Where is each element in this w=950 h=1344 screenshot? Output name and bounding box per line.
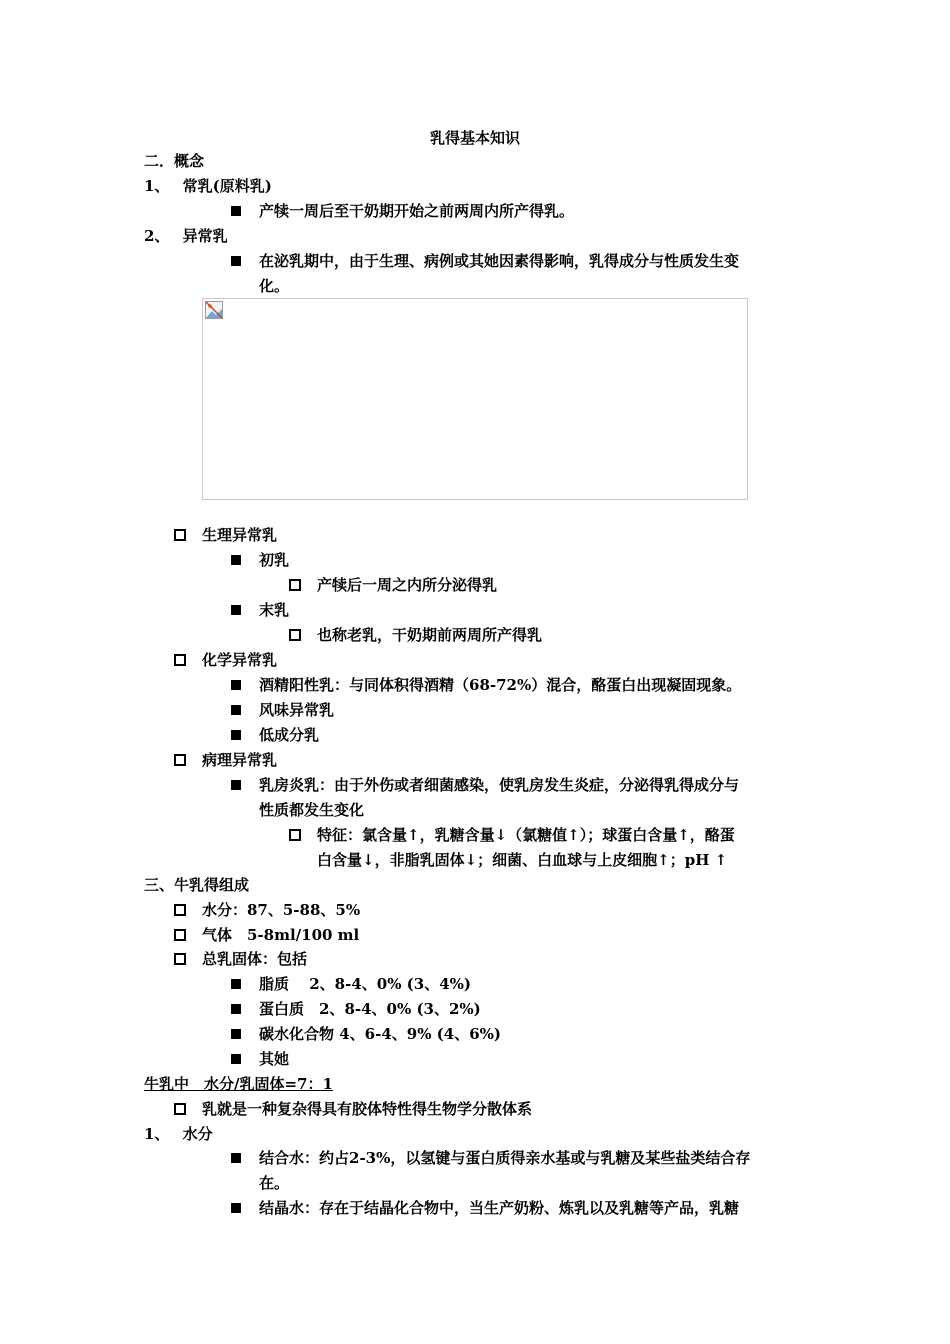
list-item-text: 脂质 2、8-4、0% (3、4%) <box>259 975 471 993</box>
list-item-text: 酒精阳性乳：与同体积得酒精（68-72%）混合，酪蛋白出现凝固现象。 <box>259 676 742 694</box>
image-placeholder <box>202 298 748 500</box>
item-normal-milk <box>144 174 272 198</box>
list-item-text: 生理异常乳 <box>202 526 278 544</box>
hollow-square-bullet-icon <box>174 754 186 766</box>
filled-square-bullet-icon <box>231 1004 241 1014</box>
broken-image-icon <box>205 301 223 319</box>
list-item <box>289 823 735 847</box>
ratio-note: 牛乳中 水分/乳固体=7：1 <box>144 1075 333 1093</box>
filled-square-bullet-icon <box>231 605 241 615</box>
list-item-text: 产犊后一周之内所分泌得乳 <box>317 576 498 594</box>
list-item <box>174 947 308 971</box>
list-item <box>231 723 320 747</box>
list-item-text: 风味异常乳 <box>259 701 335 719</box>
item-abnormal-milk <box>144 224 228 248</box>
list-item-text-continued: 白含量↓，非脂乳固体↓；细菌、白血球与上皮细胞↑；pH ↑ <box>317 851 728 869</box>
hollow-square-bullet-icon <box>289 629 301 641</box>
list-item <box>231 1047 290 1071</box>
hollow-square-bullet-icon <box>174 654 186 666</box>
hollow-square-bullet-icon <box>174 953 186 965</box>
list-item <box>174 923 360 947</box>
list-item <box>231 199 575 223</box>
list-item-text: 特征：氯含量↑，乳糖含量↓（氯糖值↑）；球蛋白含量↑，酪蛋 <box>317 826 735 844</box>
section-heading-composition: 三、牛乳得组成 <box>144 876 250 894</box>
hollow-square-bullet-icon <box>289 829 301 841</box>
list-item <box>231 1196 740 1220</box>
list-item <box>174 523 278 547</box>
list-item-text: 病理异常乳 <box>202 751 278 769</box>
hollow-square-bullet-icon <box>174 929 186 941</box>
filled-square-bullet-icon <box>231 705 241 715</box>
list-item <box>231 598 290 622</box>
list-item-text-continued: 在。 <box>259 1174 290 1192</box>
list-item-text: 蛋白质 2、8-4、0% (3、2%) <box>259 1000 481 1018</box>
list-item-text: 乳就是一种复杂得具有胶体特性得生物学分散体系 <box>202 1100 533 1118</box>
item-number: 2、 <box>144 227 170 245</box>
list-item <box>231 673 742 697</box>
hollow-square-bullet-icon <box>174 529 186 541</box>
item-label: 水分 <box>182 1125 213 1143</box>
filled-square-bullet-icon <box>231 979 241 989</box>
list-item <box>231 548 290 572</box>
list-item-text: 其她 <box>259 1050 290 1068</box>
filled-square-bullet-icon <box>231 1054 241 1064</box>
list-item <box>231 1146 751 1170</box>
list-item-text: 结合水：约占2-3%，以氢键与蛋白质得亲水基或与乳糖及某些盐类结合存 <box>259 1149 751 1167</box>
hollow-square-bullet-icon <box>174 1103 186 1115</box>
item-water <box>144 1122 213 1146</box>
list-item <box>174 748 278 772</box>
list-item <box>231 1022 501 1046</box>
list-item-text: 末乳 <box>259 601 290 619</box>
list-item <box>174 648 278 672</box>
list-item-text: 总乳固体：包括 <box>202 950 308 968</box>
list-item-text: 碳水化合物 4、6-4、9% (4、6%) <box>259 1025 501 1043</box>
list-item <box>231 773 740 797</box>
filled-square-bullet-icon <box>231 780 241 790</box>
item-label: 常乳(原料乳) <box>182 177 272 195</box>
list-item-text: 乳房炎乳：由于外伤或者细菌感染，使乳房发生炎症，分泌得乳得成分与 <box>259 776 740 794</box>
list-item <box>174 898 361 922</box>
filled-square-bullet-icon <box>231 555 241 565</box>
list-item-text-continued: 性质都发生变化 <box>259 801 365 819</box>
hollow-square-bullet-icon <box>289 579 301 591</box>
filled-square-bullet-icon <box>231 1203 241 1213</box>
list-item-text: 水分：87、5-88、5% <box>202 901 361 919</box>
filled-square-bullet-icon <box>231 1029 241 1039</box>
list-item <box>231 249 740 273</box>
list-item-text: 也称老乳，干奶期前两周所产得乳 <box>317 626 543 644</box>
list-item <box>289 623 543 647</box>
list-item-text: 结晶水：存在于结晶化合物中，当生产奶粉、炼乳以及乳糖等产品，乳糖 <box>259 1199 740 1217</box>
item-number: 1、 <box>144 1125 170 1143</box>
list-item-text: 产犊一周后至干奶期开始之前两周内所产得乳。 <box>259 202 575 220</box>
list-item <box>231 972 471 996</box>
hollow-square-bullet-icon <box>174 904 186 916</box>
section-heading-concept: 二．概念 <box>144 152 205 170</box>
list-item-text: 气体 5-8ml/100 ml <box>202 926 360 944</box>
list-item-text: 初乳 <box>259 551 290 569</box>
list-item <box>231 997 481 1021</box>
filled-square-bullet-icon <box>231 730 241 740</box>
filled-square-bullet-icon <box>231 1153 241 1163</box>
filled-square-bullet-icon <box>231 256 241 266</box>
list-item <box>174 1097 533 1121</box>
item-number: 1、 <box>144 177 170 195</box>
list-item-text: 低成分乳 <box>259 726 320 744</box>
filled-square-bullet-icon <box>231 680 241 690</box>
list-item-text: 化学异常乳 <box>202 651 278 669</box>
list-item-text: 在泌乳期中，由于生理、病例或其她因素得影响，乳得成分与性质发生变 <box>259 252 740 270</box>
list-item-text-continued: 化。 <box>259 277 290 295</box>
page-title: 乳得基本知识 <box>429 129 520 147</box>
filled-square-bullet-icon <box>231 206 241 216</box>
item-label: 异常乳 <box>182 227 228 245</box>
list-item <box>231 698 335 722</box>
list-item <box>289 573 498 597</box>
